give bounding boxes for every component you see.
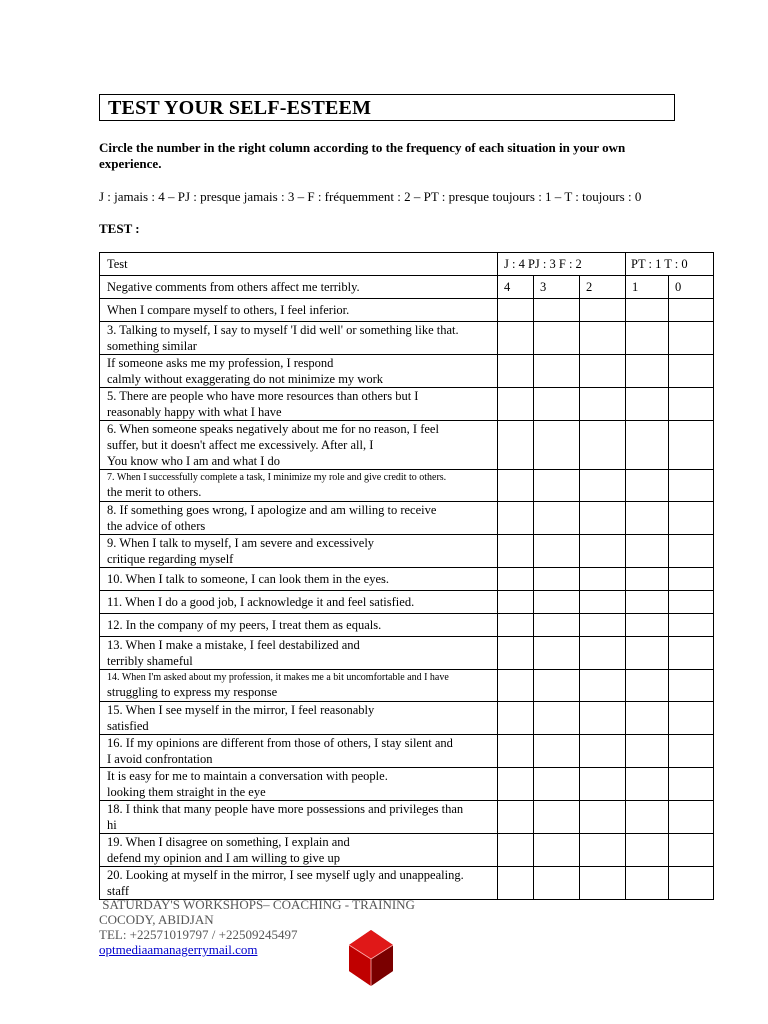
question-line: 9. When I talk to myself, I am severe and excessively [107, 536, 375, 550]
table-row [100, 322, 714, 355]
table-row [100, 637, 714, 670]
question-text [100, 568, 498, 591]
question-text [100, 614, 498, 637]
question-text [100, 670, 498, 702]
score-cell[interactable] [534, 299, 580, 322]
score-cell[interactable] [669, 388, 714, 421]
score-cell[interactable] [626, 614, 669, 637]
score-cell[interactable] [626, 735, 669, 768]
score-cell[interactable] [669, 421, 714, 470]
score-cell[interactable] [626, 470, 669, 502]
score-cell[interactable] [580, 670, 626, 702]
test-label: TEST : [99, 221, 140, 236]
question-line: 5. There are people who have more resources than others but I [107, 389, 419, 403]
score-cell[interactable] [669, 355, 714, 388]
table-row [100, 867, 714, 900]
question-text [100, 388, 498, 421]
table-row [100, 591, 714, 614]
table-row [100, 421, 714, 470]
question-line: You know who I am and what I do [107, 454, 281, 468]
score-option[interactable]: 0 [669, 276, 714, 299]
score-cell[interactable] [669, 637, 714, 670]
question-line: reasonably happy with what I have [107, 405, 282, 419]
score-cell[interactable] [498, 614, 534, 637]
score-cell[interactable] [534, 768, 580, 801]
question-line: If someone asks me my profession, I respond [107, 356, 334, 370]
score-cell[interactable] [669, 591, 714, 614]
question-text [100, 801, 498, 834]
table-row [100, 535, 714, 568]
score-cell[interactable] [669, 702, 714, 735]
footer-phone: TEL: +22571019797 / +22509245497 [99, 927, 298, 942]
score-cell[interactable] [669, 768, 714, 801]
score-cell[interactable] [498, 867, 534, 900]
score-cell[interactable] [669, 670, 714, 702]
score-cell[interactable] [669, 867, 714, 900]
score-cell[interactable] [626, 768, 669, 801]
score-cell[interactable] [580, 535, 626, 568]
question-line: calmly without exaggerating do not minimize my work [107, 372, 383, 386]
question-line: 11. When I do a good job, I acknowledge it and feel satisfied. [107, 595, 415, 609]
score-cell[interactable] [626, 801, 669, 834]
score-cell[interactable] [626, 637, 669, 670]
score-cell[interactable] [498, 834, 534, 867]
question-text [100, 702, 498, 735]
score-cell[interactable] [498, 470, 534, 502]
table-row [100, 768, 714, 801]
question-line: 12. In the company of my peers, I treat them as equals. [107, 618, 382, 632]
table-row [100, 568, 714, 591]
score-cell[interactable] [580, 470, 626, 502]
score-cell[interactable] [580, 867, 626, 900]
score-cell[interactable] [626, 834, 669, 867]
score-cell[interactable] [669, 801, 714, 834]
score-cell[interactable] [534, 614, 580, 637]
question-line: 13. When I make a mistake, I feel destabilized and [107, 638, 360, 652]
question-line: I avoid confrontation [107, 752, 213, 766]
score-cell[interactable] [580, 637, 626, 670]
question-line: terribly shameful [107, 654, 193, 668]
question-line: looking them straight in the eye [107, 785, 266, 799]
header-test: Test [100, 253, 498, 276]
score-option[interactable]: 3 [534, 276, 580, 299]
score-cell[interactable] [534, 470, 580, 502]
table-row [100, 276, 714, 299]
question-line: 16. If my opinions are different from those of others, I stay silent and [107, 736, 453, 750]
score-option[interactable]: 4 [498, 276, 534, 299]
score-cell[interactable] [498, 299, 534, 322]
score-cell[interactable] [626, 670, 669, 702]
question-line: 19. When I disagree on something, I explain and [107, 835, 350, 849]
score-cell[interactable] [498, 502, 534, 535]
question-text [100, 421, 498, 470]
question-line: something similar [107, 339, 197, 353]
table-row [100, 299, 714, 322]
question-line: 10. When I talk to someone, I can look them in the eyes. [107, 572, 389, 586]
question-line: 7. When I successfully complete a task, I minimize my role and give credit to others. [107, 472, 447, 483]
score-cell[interactable] [669, 470, 714, 502]
score-cell[interactable] [669, 614, 714, 637]
page-title: TEST YOUR SELF-ESTEEM [108, 97, 372, 119]
table-row [100, 355, 714, 388]
question-line: 8. If something goes wrong, I apologize and am willing to receive [107, 503, 437, 517]
question-line: 15. When I see myself in the mirror, I feel reasonably [107, 703, 375, 717]
score-cell[interactable] [534, 637, 580, 670]
question-text [100, 735, 498, 768]
score-cell[interactable] [534, 670, 580, 702]
table-row [100, 735, 714, 768]
score-option[interactable]: 2 [580, 276, 626, 299]
score-cell[interactable] [580, 502, 626, 535]
score-cell[interactable] [580, 355, 626, 388]
question-text [100, 591, 498, 614]
question-text [100, 535, 498, 568]
score-cell[interactable] [534, 355, 580, 388]
score-cell[interactable] [498, 735, 534, 768]
score-cell[interactable] [498, 591, 534, 614]
score-cell[interactable] [498, 535, 534, 568]
score-cell[interactable] [580, 421, 626, 470]
question-text [100, 470, 498, 502]
question-text [100, 299, 498, 322]
score-cell[interactable] [580, 299, 626, 322]
score-cell[interactable] [626, 568, 669, 591]
question-line: critique regarding myself [107, 552, 234, 566]
score-cell[interactable] [626, 299, 669, 322]
score-cell[interactable] [534, 421, 580, 470]
score-cell[interactable] [626, 591, 669, 614]
score-cell[interactable] [669, 735, 714, 768]
score-cell[interactable] [534, 867, 580, 900]
score-cell[interactable] [580, 735, 626, 768]
score-cell[interactable] [669, 502, 714, 535]
title-box [99, 94, 675, 121]
score-cell[interactable] [669, 568, 714, 591]
table-row [100, 702, 714, 735]
score-cell[interactable] [498, 355, 534, 388]
score-cell[interactable] [580, 834, 626, 867]
table-row [100, 470, 714, 502]
footer-email-link[interactable]: optmediaamanagerrymail.com [99, 942, 258, 957]
score-cell[interactable] [534, 502, 580, 535]
score-cell[interactable] [498, 768, 534, 801]
score-cell[interactable] [534, 801, 580, 834]
question-text [100, 355, 498, 388]
question-line: 14. When I'm asked about my profession, it makes me a bit uncomfortable and I have [107, 672, 449, 683]
question-text [100, 502, 498, 535]
score-cell[interactable] [534, 568, 580, 591]
question-line: defend my opinion and I am willing to give up [107, 851, 340, 865]
table-row [100, 614, 714, 637]
score-cell[interactable] [580, 801, 626, 834]
score-cell[interactable] [626, 421, 669, 470]
scoring-legend: J : jamais : 4 – PJ : presque jamais : 3 – F : fréquemment : 2 – PT : presque toujours : 1 – T : toujours : 0 [99, 189, 642, 204]
score-cell[interactable] [626, 867, 669, 900]
question-text [100, 637, 498, 670]
score-cell[interactable] [626, 388, 669, 421]
header-scores-pt-t: PT : 1 T : 0 [626, 253, 714, 276]
score-cell[interactable] [580, 768, 626, 801]
question-line: hi [107, 818, 117, 832]
score-cell[interactable] [626, 355, 669, 388]
score-cell[interactable] [580, 388, 626, 421]
score-cell[interactable] [498, 702, 534, 735]
score-cell[interactable] [669, 322, 714, 355]
score-cell[interactable] [669, 535, 714, 568]
question-line: Negative comments from others affect me terribly. [107, 280, 360, 294]
question-line: struggling to express my response [107, 685, 278, 699]
score-cell[interactable] [580, 702, 626, 735]
instructions: Circle the number in the right column according to the frequency of each situation in your own experience. [99, 140, 626, 171]
score-cell[interactable] [498, 568, 534, 591]
question-text [100, 867, 498, 900]
score-cell[interactable] [534, 702, 580, 735]
score-cell[interactable] [580, 568, 626, 591]
score-cell[interactable] [498, 388, 534, 421]
footer-location: COCODY, ABIDJAN [99, 912, 214, 927]
score-option[interactable]: 1 [626, 276, 669, 299]
score-cell[interactable] [534, 388, 580, 421]
score-cell[interactable] [534, 834, 580, 867]
question-line: staff [107, 884, 129, 898]
question-line: suffer, but it doesn't affect me excessively. After all, I [107, 438, 374, 452]
table-header-row [100, 253, 714, 276]
score-cell[interactable] [626, 702, 669, 735]
table-row [100, 801, 714, 834]
table-row [100, 502, 714, 535]
question-line: 18. I think that many people have more possessions and privileges than [107, 802, 464, 816]
questionnaire-table [99, 252, 714, 900]
question-line: When I compare myself to others, I feel inferior. [107, 303, 350, 317]
score-cell[interactable] [498, 637, 534, 670]
score-cell[interactable] [669, 299, 714, 322]
question-text [100, 834, 498, 867]
question-line: 3. Talking to myself, I say to myself 'I did well' or something like that. [107, 323, 459, 337]
score-cell[interactable] [498, 801, 534, 834]
question-text [100, 322, 498, 355]
question-line: the advice of others [107, 519, 206, 533]
score-cell[interactable] [534, 535, 580, 568]
question-line: It is easy for me to maintain a conversation with people. [107, 769, 388, 783]
table-row [100, 670, 714, 702]
score-cell[interactable] [534, 322, 580, 355]
score-cell[interactable] [498, 421, 534, 470]
score-cell[interactable] [669, 834, 714, 867]
score-cell[interactable] [580, 614, 626, 637]
score-cell[interactable] [534, 591, 580, 614]
footer-org: SATURDAY'S WORKSHOPS– COACHING - TRAINING [99, 897, 415, 912]
red-cube-logo-icon [348, 929, 394, 987]
table-row [100, 834, 714, 867]
score-cell[interactable] [626, 502, 669, 535]
question-line: 20. Looking at myself in the mirror, I see myself ugly and unappealing. [107, 868, 464, 882]
question-text [100, 768, 498, 801]
table-row [100, 388, 714, 421]
score-cell[interactable] [534, 735, 580, 768]
question-line: satisfied [107, 719, 149, 733]
score-cell[interactable] [626, 535, 669, 568]
question-line: the merit to others. [107, 485, 202, 499]
score-cell[interactable] [580, 591, 626, 614]
question-line: 6. When someone speaks negatively about me for no reason, I feel [107, 422, 439, 436]
score-cell[interactable] [580, 322, 626, 355]
score-cell[interactable] [498, 670, 534, 702]
score-cell[interactable] [498, 322, 534, 355]
score-cell[interactable] [626, 322, 669, 355]
header-scores-j-pj-f: J : 4 PJ : 3 F : 2 [498, 253, 626, 276]
question-text [100, 276, 498, 299]
